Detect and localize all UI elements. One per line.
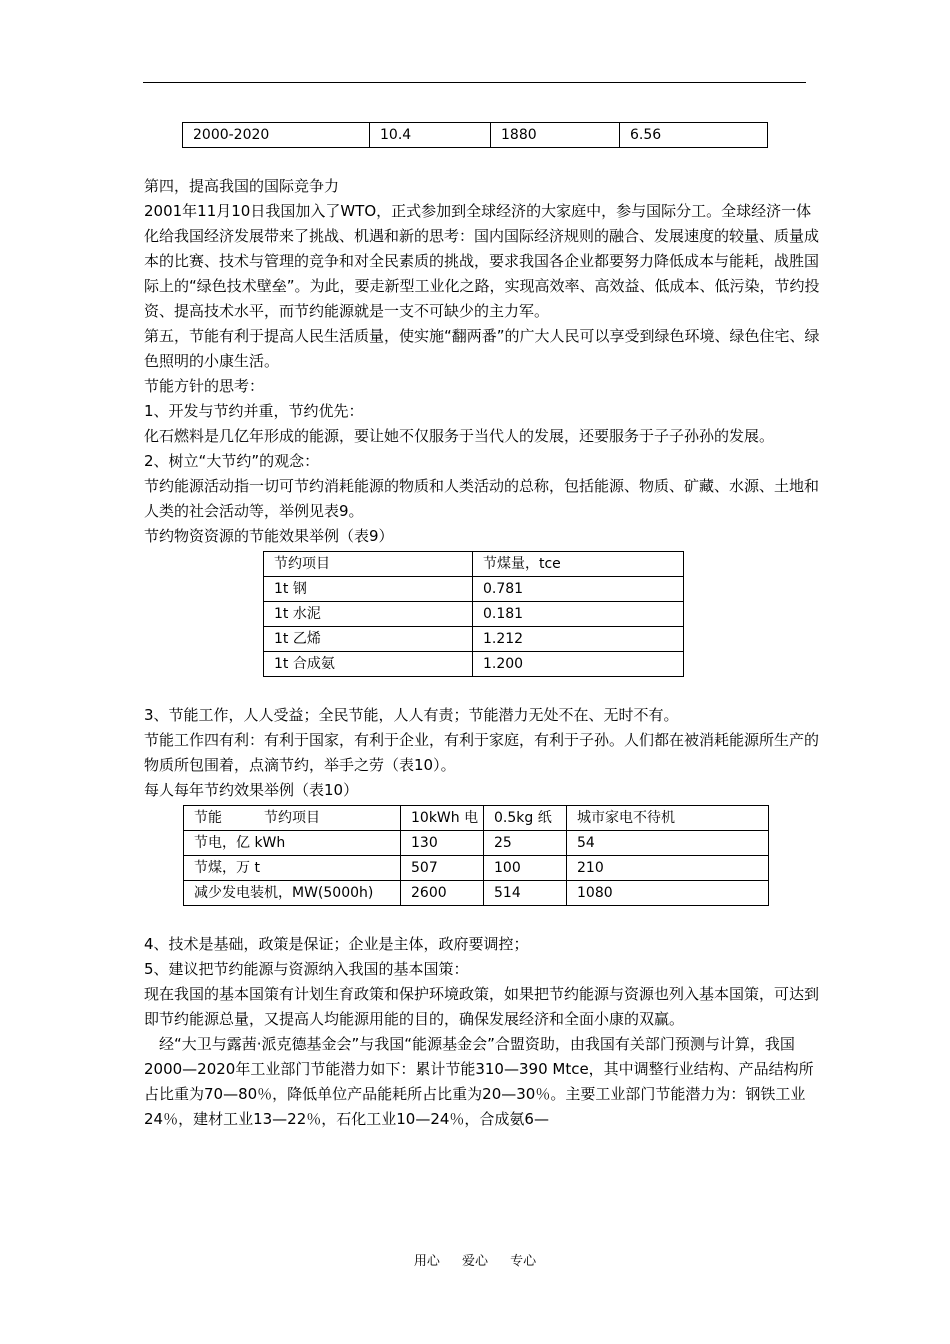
table-header-row [184, 806, 769, 831]
table-cell: 0.781 [473, 577, 684, 602]
table-cell: 210 [567, 856, 769, 881]
table-cell: 1t 乙烯 [264, 627, 473, 652]
table-cell: 节煤，万 t [184, 856, 401, 881]
table-cell: 130 [401, 831, 484, 856]
paragraph: 节能工作四有利：有利于国家，有利于企业，有利于家庭，有利于子孙。人们都在被消耗能源所生产的物质所包围着，点滴节约，举手之劳（表10）。 [144, 731, 820, 774]
document-body [144, 122, 820, 1132]
table-cell: 100 [484, 856, 567, 881]
table-cell: 514 [484, 881, 567, 906]
table-row [184, 856, 769, 881]
paragraph: 第五，节能有利于提高人民生活质量，使实施“翻两番”的广大人民可以享受到绿色环境、绿色住宅、绿色照明的小康生活。 [144, 327, 820, 370]
paragraph: 化石燃料是几亿年形成的能源，要让她不仅服务于当代人的发展，还要服务于子子孙孙的发展。 [144, 427, 775, 445]
paragraph: 2001年11月10日我国加入了WTO，正式参加到全球经济的大家庭中，参与国际分工。全球经济一体化给我国经济发展带来了挑战、机遇和新的思考：国内国际经济规则的融合、发展速度的较量、质量成本的比赛、技术与管理的竞争和对全民素质的挑战，要求我国各企业都要努力降低成本与能耗，战胜国际上的“绿色技术壁垒”。为此，要走新型工业化之路，实现高效率、高效益、低成本、低污染，节约投资、提高技术水平，而节约能源就是一支不可缺少的主力军。 [144, 202, 820, 320]
table-row [264, 627, 684, 652]
table-cell: 减少发电装机，MW(5000h) [184, 881, 401, 906]
table-row [184, 831, 769, 856]
table-10 [183, 805, 769, 906]
paragraph: 节约能源活动指一切可节约消耗能源的物质和人类活动的总称，包括能源、物质、矿藏、水源、土地和人类的社会活动等，举例见表9。 [144, 477, 820, 520]
table-row [184, 881, 769, 906]
table-cell: 1.212 [473, 627, 684, 652]
table-9 [263, 551, 684, 677]
paragraph: 现在我国的基本国策有计划生育政策和保护环境政策，如果把节约能源与资源也列入基本国策，可达到即节约能源总量，又提高人均能源用能的目的，确保发展经济和全面小康的双赢。 [144, 985, 820, 1028]
section-heading: 第四，提高我国的国际竞争力 [144, 177, 340, 195]
table-cell: 25 [484, 831, 567, 856]
table-header-cell: 节煤量，tce [473, 552, 684, 577]
top-table [182, 122, 768, 148]
table-row [264, 577, 684, 602]
table-cell: 1t 水泥 [264, 602, 473, 627]
table-cell: 节电，亿 kWh [184, 831, 401, 856]
table-header-row [264, 552, 684, 577]
table-cell: 507 [401, 856, 484, 881]
table-header-cell: 节能 节约项目 [184, 806, 401, 831]
table-header-cell: 节约项目 [264, 552, 473, 577]
table-cell: 1.200 [473, 652, 684, 677]
paragraph: 经“大卫与露茜·派克德基金会”与我国“能源基金会”合盟资助，由我国有关部门预测与计算，我国2000—2020年工业部门节能潜力如下：累计节能310—390 Mtce，其中调整行业结构、产品结构所占比重为70—80％，降低单位产品能耗所占比重为20—30％。主要工业部门节能潜力为：钢铁工业24％，建材工业13—22％，石化工业10—24％，合成氨6— [144, 1035, 814, 1128]
table-cell: 1080 [567, 881, 769, 906]
list-item: 4、技术是基础，政策是保证；企业是主体，政府要调控； [144, 935, 529, 953]
table-header-cell: 0.5kg 纸 [484, 806, 567, 831]
table-cell: 54 [567, 831, 769, 856]
table-header-cell: 10kWh 电 [401, 806, 484, 831]
table-header-cell: 城市家电不待机 [567, 806, 769, 831]
table-cell: 1t 钢 [264, 577, 473, 602]
list-item: 5、建议把节约能源与资源纳入我国的基本国策： [144, 960, 469, 978]
table-cell: 2600 [401, 881, 484, 906]
table-cell: 0.181 [473, 602, 684, 627]
list-item: 2、树立“大节约”的观念： [144, 452, 320, 470]
table-cell: 10.4 [370, 123, 491, 148]
table-cell: 1880 [491, 123, 620, 148]
header-rule [143, 82, 806, 83]
table-row [264, 652, 684, 677]
table-cell: 2000-2020 [183, 123, 370, 148]
table-row [264, 602, 684, 627]
list-item: 1、开发与节约并重，节约优先： [144, 402, 364, 420]
table-row [183, 123, 768, 148]
table-caption: 节约物资资源的节能效果举例（表9） [144, 527, 394, 545]
table-cell: 6.56 [620, 123, 768, 148]
table-caption: 每人每年节约效果举例（表10） [144, 781, 359, 799]
table-cell: 1t 合成氨 [264, 652, 473, 677]
section-heading: 节能方针的思考： [144, 377, 265, 395]
list-item: 3、节能工作，人人受益；全民节能，人人有责；节能潜力无处不在、无时不有。 [144, 706, 679, 724]
page-footer: 用心 爱心 专心 [413, 1254, 537, 1269]
